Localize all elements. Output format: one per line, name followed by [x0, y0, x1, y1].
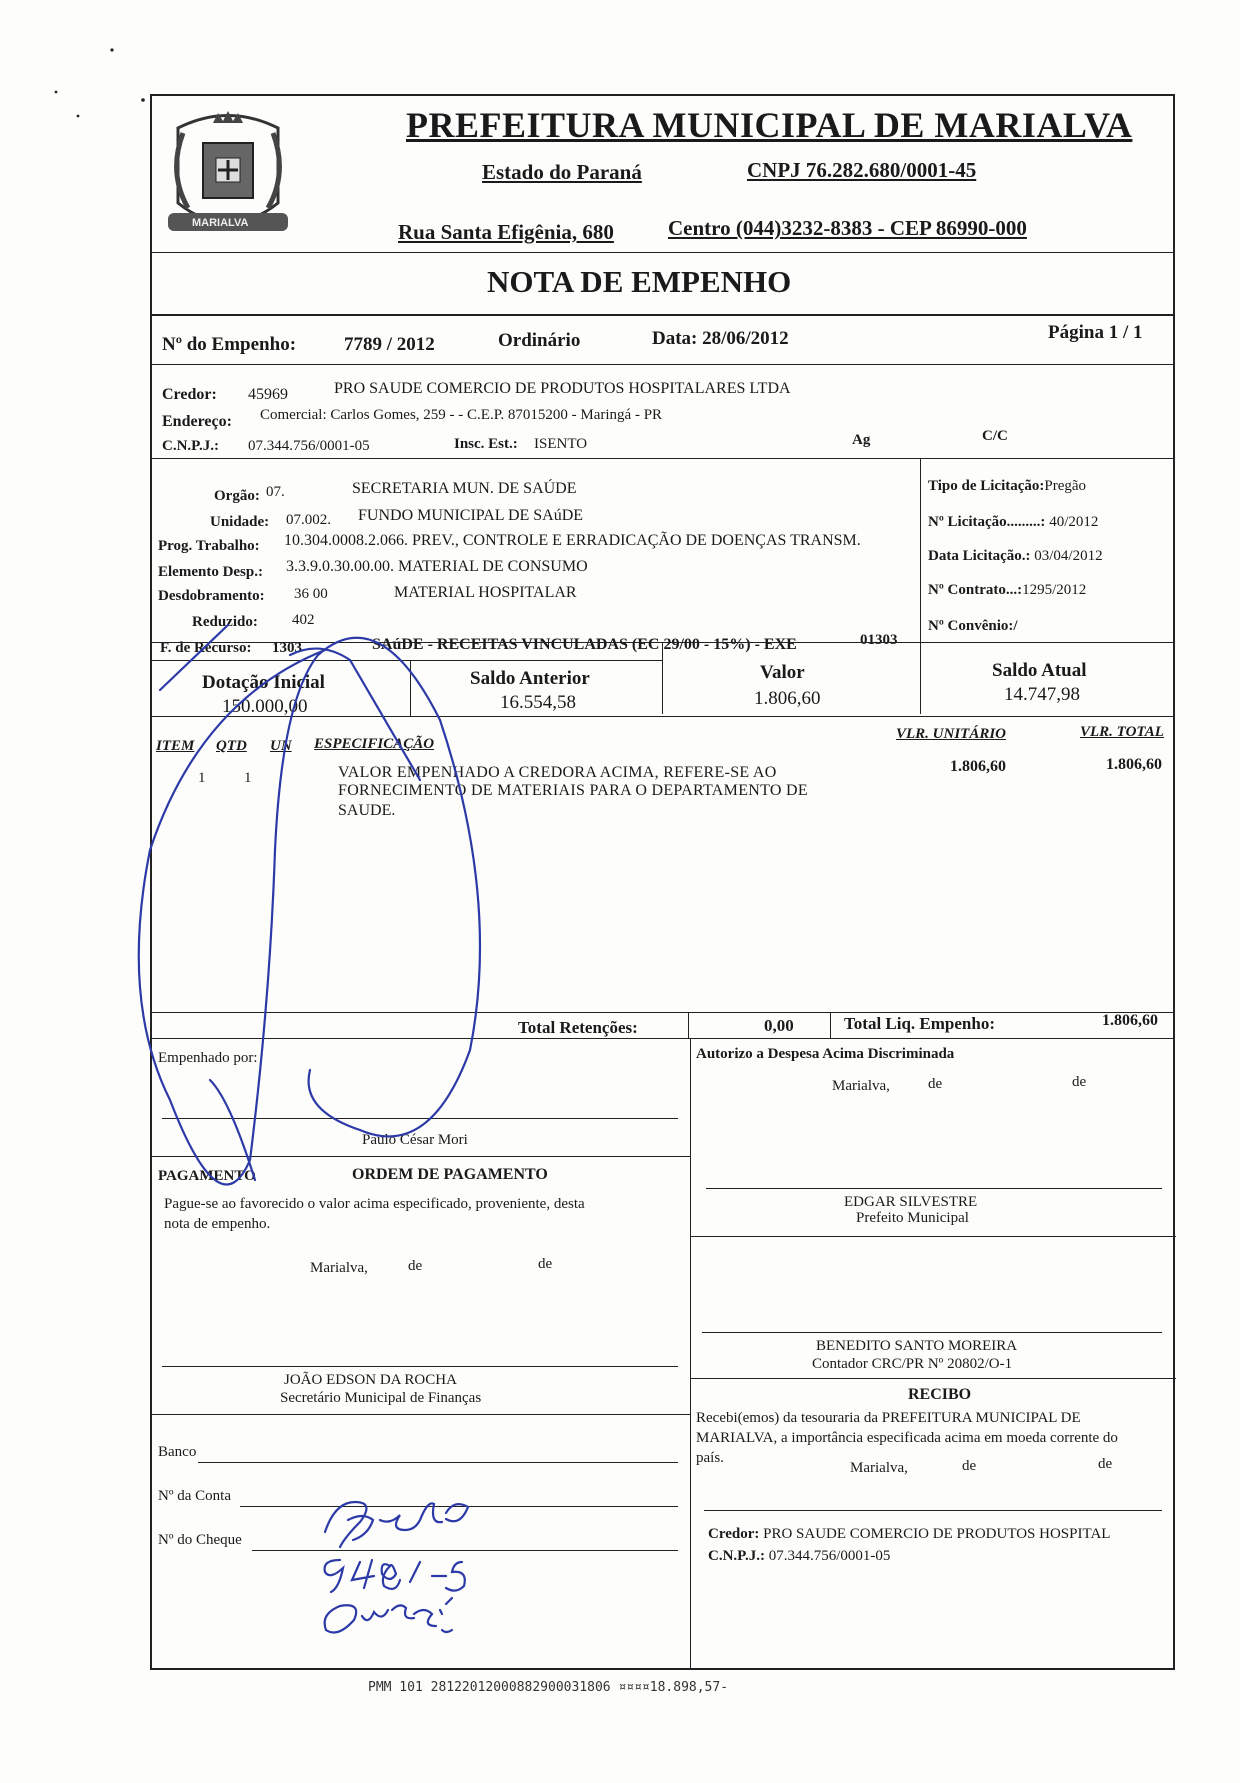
- prog-label: Prog. Trabalho:: [158, 538, 260, 554]
- licitacao-date-label: Data Licitação.:: [928, 548, 1031, 564]
- item-qty: 1: [244, 770, 252, 786]
- contrato-label: Nº Contrato...:: [928, 582, 1023, 598]
- valor-value: 1.806,60: [754, 688, 821, 709]
- conta-label: Nº da Conta: [158, 1488, 231, 1504]
- orgao-name: SECRETARIA MUN. DE SAÚDE: [352, 480, 577, 497]
- autorizo-text: Autorizo a Despesa Acima Discriminada: [696, 1046, 955, 1062]
- convenio-label: Nº Convênio:/: [928, 618, 1018, 634]
- cc-label: C/C: [982, 428, 1008, 444]
- elemento-label: Elemento Desp.:: [158, 564, 263, 580]
- empenhado-por-name: Paulo César Mori: [362, 1132, 468, 1148]
- empenho-type: Ordinário: [498, 330, 581, 351]
- desdobramento-code: 36 00: [294, 586, 328, 602]
- insc-label: Insc. Est.:: [454, 436, 518, 452]
- page-title: PREFEITURA MUNICIPAL DE MARIALVA: [406, 105, 1133, 145]
- pagamento-de-1: de: [408, 1258, 423, 1274]
- autorizo-de-1: de: [928, 1076, 943, 1092]
- unidade-code: 07.002.: [286, 512, 331, 528]
- credor-label: Credor:: [162, 386, 217, 403]
- secretario-role: Secretário Municipal de Finanças: [280, 1390, 482, 1406]
- col-item: ITEM: [156, 738, 195, 754]
- state-name: Estado do Paraná: [482, 160, 642, 184]
- total-retencoes-value: 0,00: [764, 1016, 794, 1035]
- address-label: Endereço:: [162, 413, 232, 430]
- recibo-line-2: MARIALVA, a importância especificada acima em moeda corrente do: [696, 1430, 1118, 1446]
- reduzido-value: 402: [292, 612, 315, 628]
- desdobramento-label: Desdobramento:: [158, 588, 265, 604]
- empenho-date: Data: 28/06/2012: [652, 328, 789, 349]
- credor-cnpj: 07.344.756/0001-05: [248, 438, 370, 454]
- credor-code: 45969: [248, 386, 288, 403]
- pagamento-text-1: Pague-se ao favorecido o valor acima especificado, proveniente, desta: [164, 1196, 585, 1212]
- recibo-de-2: de: [1098, 1456, 1113, 1472]
- recurso-label: F. de Recurso:: [160, 640, 252, 656]
- saldo-anterior-value: 16.554,58: [500, 692, 576, 713]
- secretario-name: JOÃO EDSON DA ROCHA: [284, 1372, 457, 1388]
- licitacao-number-label: Nº Licitação.........:: [928, 514, 1046, 530]
- recibo-credor-name: PRO SAUDE COMERCIO DE PRODUTOS HOSPITAL: [763, 1526, 1111, 1542]
- col-un: UN: [270, 738, 292, 754]
- total-liquido-value: 1.806,60: [1102, 1012, 1158, 1029]
- item-unit-value: 1.806,60: [950, 758, 1006, 775]
- saldo-anterior-label: Saldo Anterior: [470, 668, 590, 689]
- credor-address: Comercial: Carlos Gomes, 259 - - C.E.P. 87015200 - Maringá - PR: [260, 407, 663, 423]
- prefeito-role: Prefeito Municipal: [856, 1210, 969, 1226]
- pagamento-text-2: nota de empenho.: [164, 1216, 271, 1232]
- empenho-number: 7789 / 2012: [344, 334, 435, 355]
- ag-label: Ag: [852, 432, 871, 448]
- item-spec-line: SAUDE.: [338, 802, 396, 819]
- recurso-number: 01303: [860, 632, 898, 648]
- recurso-name: SAúDE - RECEITAS VINCULADAS (EC 29/00 - 15%) - EXE: [372, 636, 797, 653]
- desdobramento-name: MATERIAL HOSPITALAR: [394, 584, 577, 601]
- unidade-label: Unidade:: [210, 514, 270, 530]
- item-spec-line: FORNECIMENTO DE MATERIAIS PARA O DEPARTAMENTO DE: [338, 782, 808, 799]
- pagamento-de-2: de: [538, 1256, 553, 1272]
- recibo-line-1: Recebi(emos) da tesouraria da PREFEITURA MUNICIPAL DE: [696, 1410, 1081, 1426]
- col-unit-value: VLR. UNITÁRIO: [896, 726, 1007, 742]
- document-title: NOTA DE EMPENHO: [487, 264, 792, 299]
- reduzido-label: Reduzido:: [192, 614, 258, 630]
- insc-value: ISENTO: [534, 436, 588, 452]
- address-header: Rua Santa Efigênia, 680: [398, 220, 614, 244]
- recibo-credor-label: Credor:: [708, 1526, 760, 1542]
- recibo-line-3: país.: [696, 1450, 724, 1466]
- total-retencoes-label: Total Retenções:: [518, 1018, 638, 1037]
- dotacao-value: 150.000,00: [222, 696, 308, 717]
- prog-value: 10.304.0008.2.066. PREV., CONTROLE E ERRADICAÇÃO DE DOENÇAS TRANSM.: [284, 532, 861, 549]
- valor-label: Valor: [760, 662, 805, 683]
- autorizo-city: Marialva,: [832, 1078, 890, 1094]
- unidade-name: FUNDO MUNICIPAL DE SAúDE: [358, 507, 584, 524]
- col-spec: ESPECIFICAÇÃO: [314, 736, 435, 752]
- orgao-code: 07.: [266, 484, 285, 500]
- dotacao-label: Dotação Inicial: [202, 672, 325, 693]
- crest-banner-text: MARIALVA: [192, 217, 249, 229]
- contact-header: Centro (044)3232-8383 - CEP 86990-000: [668, 216, 1027, 240]
- item-number: 1: [198, 770, 206, 786]
- contador-role: Contador CRC/PR Nº 20802/O-1: [812, 1356, 1013, 1372]
- empenho-number-label: Nº do Empenho:: [162, 334, 297, 355]
- elemento-value: 3.3.9.0.30.00.00. MATERIAL DE CONSUMO: [286, 558, 588, 575]
- cheque-label: Nº do Cheque: [158, 1532, 242, 1548]
- contador-name: BENEDITO SANTO MOREIRA: [816, 1338, 1018, 1354]
- credor-cnpj-label: C.N.P.J.:: [162, 438, 219, 454]
- licitacao-date: 03/04/2012: [1034, 548, 1103, 564]
- recibo-title: RECIBO: [908, 1386, 972, 1403]
- credor-name: PRO SAUDE COMERCIO DE PRODUTOS HOSPITALARES LTDA: [334, 380, 791, 397]
- page-number: Página 1 / 1: [1048, 322, 1143, 343]
- col-qtd: QTD: [216, 738, 247, 754]
- footer-code: PMM 101 28122012000882900031806 ¤¤¤¤18.898,57-: [368, 1680, 729, 1695]
- empenhado-por-label: Empenhado por:: [158, 1050, 258, 1066]
- autorizo-de-2: de: [1072, 1074, 1087, 1090]
- orgao-label: Orgão:: [214, 488, 260, 504]
- saldo-atual-label: Saldo Atual: [992, 660, 1087, 681]
- licitacao-type: Pregão: [1044, 478, 1087, 494]
- recibo-city: Marialva,: [850, 1460, 908, 1476]
- licitacao-type-label: Tipo de Licitação:: [928, 478, 1045, 494]
- total-liquido-label: Total Liq. Empenho:: [844, 1014, 995, 1033]
- licitacao-number: 40/2012: [1049, 514, 1099, 530]
- ordem-pagamento-label: ORDEM DE PAGAMENTO: [352, 1166, 548, 1183]
- prefeito-name: EDGAR SILVESTRE: [844, 1194, 978, 1210]
- item-total-value: 1.806,60: [1106, 756, 1162, 773]
- contrato-number: 1295/2012: [1022, 582, 1087, 598]
- banco-label: Banco: [158, 1444, 197, 1460]
- saldo-atual-value: 14.747,98: [1004, 684, 1080, 705]
- item-spec-line: VALOR EMPENHADO A CREDORA ACIMA, REFERE-SE AO: [338, 764, 777, 781]
- recibo-cnpj: 07.344.756/0001-05: [768, 1548, 891, 1564]
- pagamento-label: PAGAMENTO: [158, 1168, 256, 1184]
- cnpj-header: CNPJ 76.282.680/0001-45: [747, 158, 977, 182]
- recibo-cnpj-label: C.N.P.J.:: [708, 1548, 765, 1564]
- pagamento-city: Marialva,: [310, 1260, 368, 1276]
- col-total-value: VLR. TOTAL: [1080, 724, 1164, 740]
- recurso-code: 1303: [272, 640, 302, 656]
- recibo-de-1: de: [962, 1458, 977, 1474]
- form-frame: [150, 94, 1175, 1670]
